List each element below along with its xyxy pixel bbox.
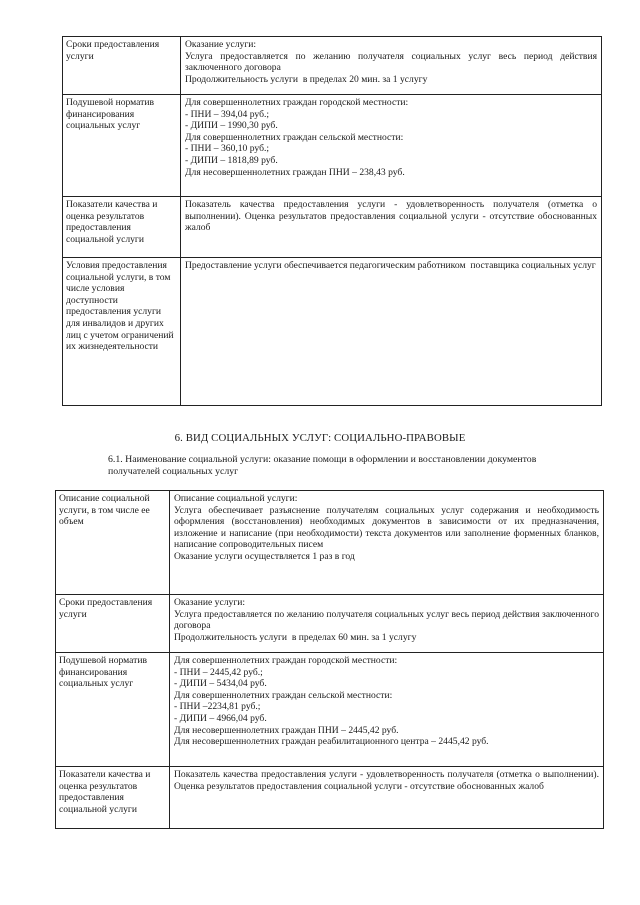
value-line: Для совершеннолетних граждан сельской местности: xyxy=(185,131,404,143)
value-line: - ПНИ – 2445,42 руб.; xyxy=(174,666,263,678)
table-row xyxy=(63,95,602,197)
row-label: Сроки предоставления услуги xyxy=(63,37,181,95)
value-line: Для совершеннолетних граждан городской местности: xyxy=(185,97,409,108)
value-line: Оказание услуги: xyxy=(185,39,257,50)
table-row xyxy=(63,258,602,406)
value-line: Описание социальной услуги: xyxy=(174,493,298,504)
row-label: Подушевой норматив финансирования социальных услуг xyxy=(56,653,170,767)
table-row xyxy=(56,767,604,829)
value-line: Показатель качества предоставления услуги - удовлетворенность получателя (отметка о выполнении). Оценка результатов предоставления социальной услуги - отсутствие обоснованных жалоб xyxy=(174,769,602,792)
value-line: Продолжительность услуги в пределах 60 мин. за 1 услугу xyxy=(174,631,417,643)
value-line: - ДИПИ – 5434,04 руб. xyxy=(174,678,267,690)
row-value xyxy=(170,491,604,595)
value-line: - ДИПИ – 4966,04 руб. xyxy=(174,712,267,724)
value-line: Оказание услуги осуществляется 1 раз в год xyxy=(174,550,355,562)
row-label: Условия предоставления социальной услуги, в том числе условия доступности предоставления услуги для инвалидов и других лиц с учетом ограничений их жизнедеятельности xyxy=(63,258,181,406)
value-line: - ДИПИ – 1990,30 руб. xyxy=(185,120,278,132)
row-label: Показатели качества и оценка результатов предоставления социальной услуги xyxy=(63,197,181,258)
value-line: - ПНИ – 360,10 руб.; xyxy=(185,143,270,155)
table-row xyxy=(63,37,602,95)
value-line: Услуга предоставляется по желанию получателя социальных услуг весь период действия заключенного договора xyxy=(185,50,600,74)
service-table-2 xyxy=(55,490,604,829)
row-label: Подушевой норматив финансирования социальных услуг xyxy=(63,95,181,197)
table-row xyxy=(56,491,604,595)
value-line: Для несовершеннолетних граждан ПНИ – 2445,42 руб. xyxy=(174,724,399,736)
value-line: Показатель качества предоставления услуги - удовлетворенность получателя (отметка о выполнении). Оценка результатов предоставления социальной услуги - отсутствие обоснованных жалоб xyxy=(185,199,600,234)
value-line: - ДИПИ – 1818,89 руб. xyxy=(185,154,278,166)
row-label: Сроки предоставления услуги xyxy=(56,595,170,653)
value-line: Услуга предоставляется по желанию получателя социальных услуг весь период действия заключенного договора xyxy=(174,608,602,632)
row-label: Описание социальной услуги, в том числе ее объем xyxy=(56,491,170,595)
value-line: Оказание услуги: xyxy=(174,597,246,608)
row-value xyxy=(181,37,602,95)
row-value xyxy=(181,95,602,197)
value-line: - ПНИ –2234,81 руб.; xyxy=(174,701,261,713)
row-value xyxy=(170,653,604,767)
section-subheading: 6.1. Наименование социальной услуги: оказание помощи в оформлении и восстановлении документов получателей социальных услуг xyxy=(108,454,537,477)
table-row xyxy=(56,653,604,767)
row-value xyxy=(170,767,604,829)
value-line: Для совершеннолетних граждан сельской местности: xyxy=(174,689,393,701)
section-heading: 6. ВИД СОЦИАЛЬНЫХ УСЛУГ: СОЦИАЛЬНО-ПРАВОВЫЕ xyxy=(174,432,466,444)
row-value xyxy=(170,595,604,653)
value-line: Предоставление услуги обеспечивается педагогическим работником поставщика социальных услуг xyxy=(185,260,596,271)
row-label: Показатели качества и оценка результатов предоставления социальной услуги xyxy=(56,767,170,829)
value-line: Для несовершеннолетних граждан реабилитационного центра – 2445,42 руб. xyxy=(174,736,489,748)
value-line: - ПНИ – 394,04 руб.; xyxy=(185,108,270,120)
value-line: Продолжительность услуги в пределах 20 мин. за 1 услугу xyxy=(185,73,428,85)
value-line: Для несовершеннолетних граждан ПНИ – 238,43 руб. xyxy=(185,166,405,178)
row-value xyxy=(181,258,602,406)
value-line: Услуга обеспечивает разъяснение получателям социальных услуг содержания и необходимость оформления (восстановления) необходимых документов в зависимости от их предназначения, изложение и написание (при необходимости) текста документов или заполнение форменных бланков, написание сопроводительных писем xyxy=(174,504,602,551)
row-value xyxy=(181,197,602,258)
table-row xyxy=(56,595,604,653)
value-line: Для совершеннолетних граждан городской местности: xyxy=(174,655,398,666)
service-table-1 xyxy=(62,36,602,406)
table-row xyxy=(63,197,602,258)
